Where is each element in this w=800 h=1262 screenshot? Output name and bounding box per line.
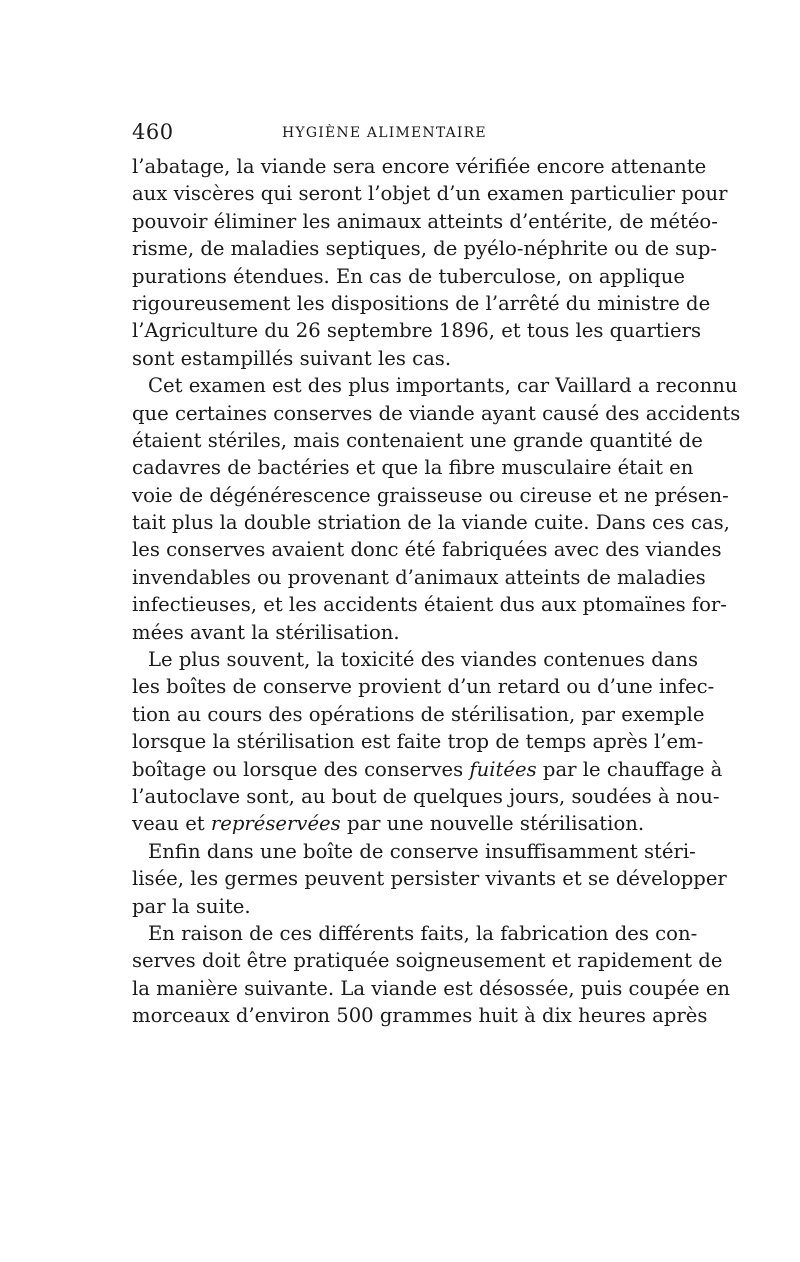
text-line: l’Agriculture du 26 septembre 1896, et tous les quartiers: [132, 319, 701, 343]
page-number: 460: [132, 120, 174, 144]
text-line: En raison de ces différents faits, la fabrication des con-: [148, 921, 698, 945]
text-line: lisée, les germes peuvent persister vivants et se développer: [132, 867, 727, 891]
text-line: les conserves avaient donc été fabriquées avec des viandes: [132, 538, 722, 562]
text-line: aux viscères qui seront l’objet d’un examen particulier pour: [132, 182, 728, 206]
text-line: les boîtes de conserve provient d’un retard ou d’une infec-: [132, 675, 715, 699]
text-line: rigoureusement les dispositions de l’arrêté du ministre de: [132, 291, 711, 315]
text-line: voie de dégénérescence graisseuse ou cireuse et ne présen-: [132, 483, 729, 507]
text-line: l’abatage, la viande sera encore vérifiée encore attenante: [132, 155, 707, 178]
text-line: cadavres de bactéries et que la fibre musculaire était en: [132, 456, 694, 480]
text-line: Enfin dans une boîte de conserve insuffisamment stéri-: [148, 839, 696, 863]
text-line: mées avant la stérilisation.: [132, 620, 400, 644]
text-line: purations étendues. En cas de tuberculose, on applique: [132, 264, 685, 288]
text-line: veau et représervées par une nouvelle stérilisation.: [132, 812, 645, 836]
text-line: invendables ou provenant d’animaux atteints de maladies: [132, 565, 706, 589]
text-line: étaient stériles, mais contenaient une grande quantité de: [132, 428, 703, 452]
running-title: HYGIÈNE ALIMENTAIRE: [282, 125, 487, 141]
text-line: que certaines conserves de viande ayant causé des accidents: [132, 401, 741, 425]
page-header: [132, 120, 680, 144]
text-line: pouvoir éliminer les animaux atteints d’entérite, de météo-: [132, 209, 718, 233]
text-line: infectieuses, et les accidents étaient dus aux ptomaïnes for-: [132, 593, 727, 617]
paragraph: [132, 920, 731, 1030]
paragraph: [132, 646, 723, 838]
text-line: Le plus souvent, la toxicité des viandes contenues dans: [148, 648, 699, 672]
text-line: risme, de maladies septiques, de pyélo-néphrite ou de sup-: [132, 237, 717, 261]
text-line: la manière suivante. La viande est désossée, puis coupée en: [132, 976, 731, 1000]
body-text: [132, 153, 741, 1030]
text-line: lorsque la stérilisation est faite trop de temps après l’em-: [132, 730, 704, 754]
text-line: tait plus la double striation de la viande cuite. Dans ces cas,: [132, 511, 730, 535]
text-line: par la suite.: [132, 894, 251, 918]
text-line: morceaux d’environ 500 grammes huit à dix heures après: [132, 1004, 708, 1028]
paragraph: [132, 153, 728, 372]
paragraph: [132, 372, 741, 646]
text-line: tion au cours des opérations de stérilisation, par exemple: [132, 702, 705, 726]
text-line: serves doit être pratiquée soigneusement et rapidement de: [132, 949, 723, 973]
text-line: sont estampillés suivant les cas.: [132, 346, 452, 370]
text-line: boîtage ou lorsque des conserves fuitées par le chauffage à: [132, 757, 723, 781]
text-line: Cet examen est des plus importants, car Vaillard a reconnu: [148, 374, 738, 398]
paragraph: [132, 838, 727, 920]
text-line: l’autoclave sont, au bout de quelques jours, soudées à nou-: [132, 784, 720, 808]
